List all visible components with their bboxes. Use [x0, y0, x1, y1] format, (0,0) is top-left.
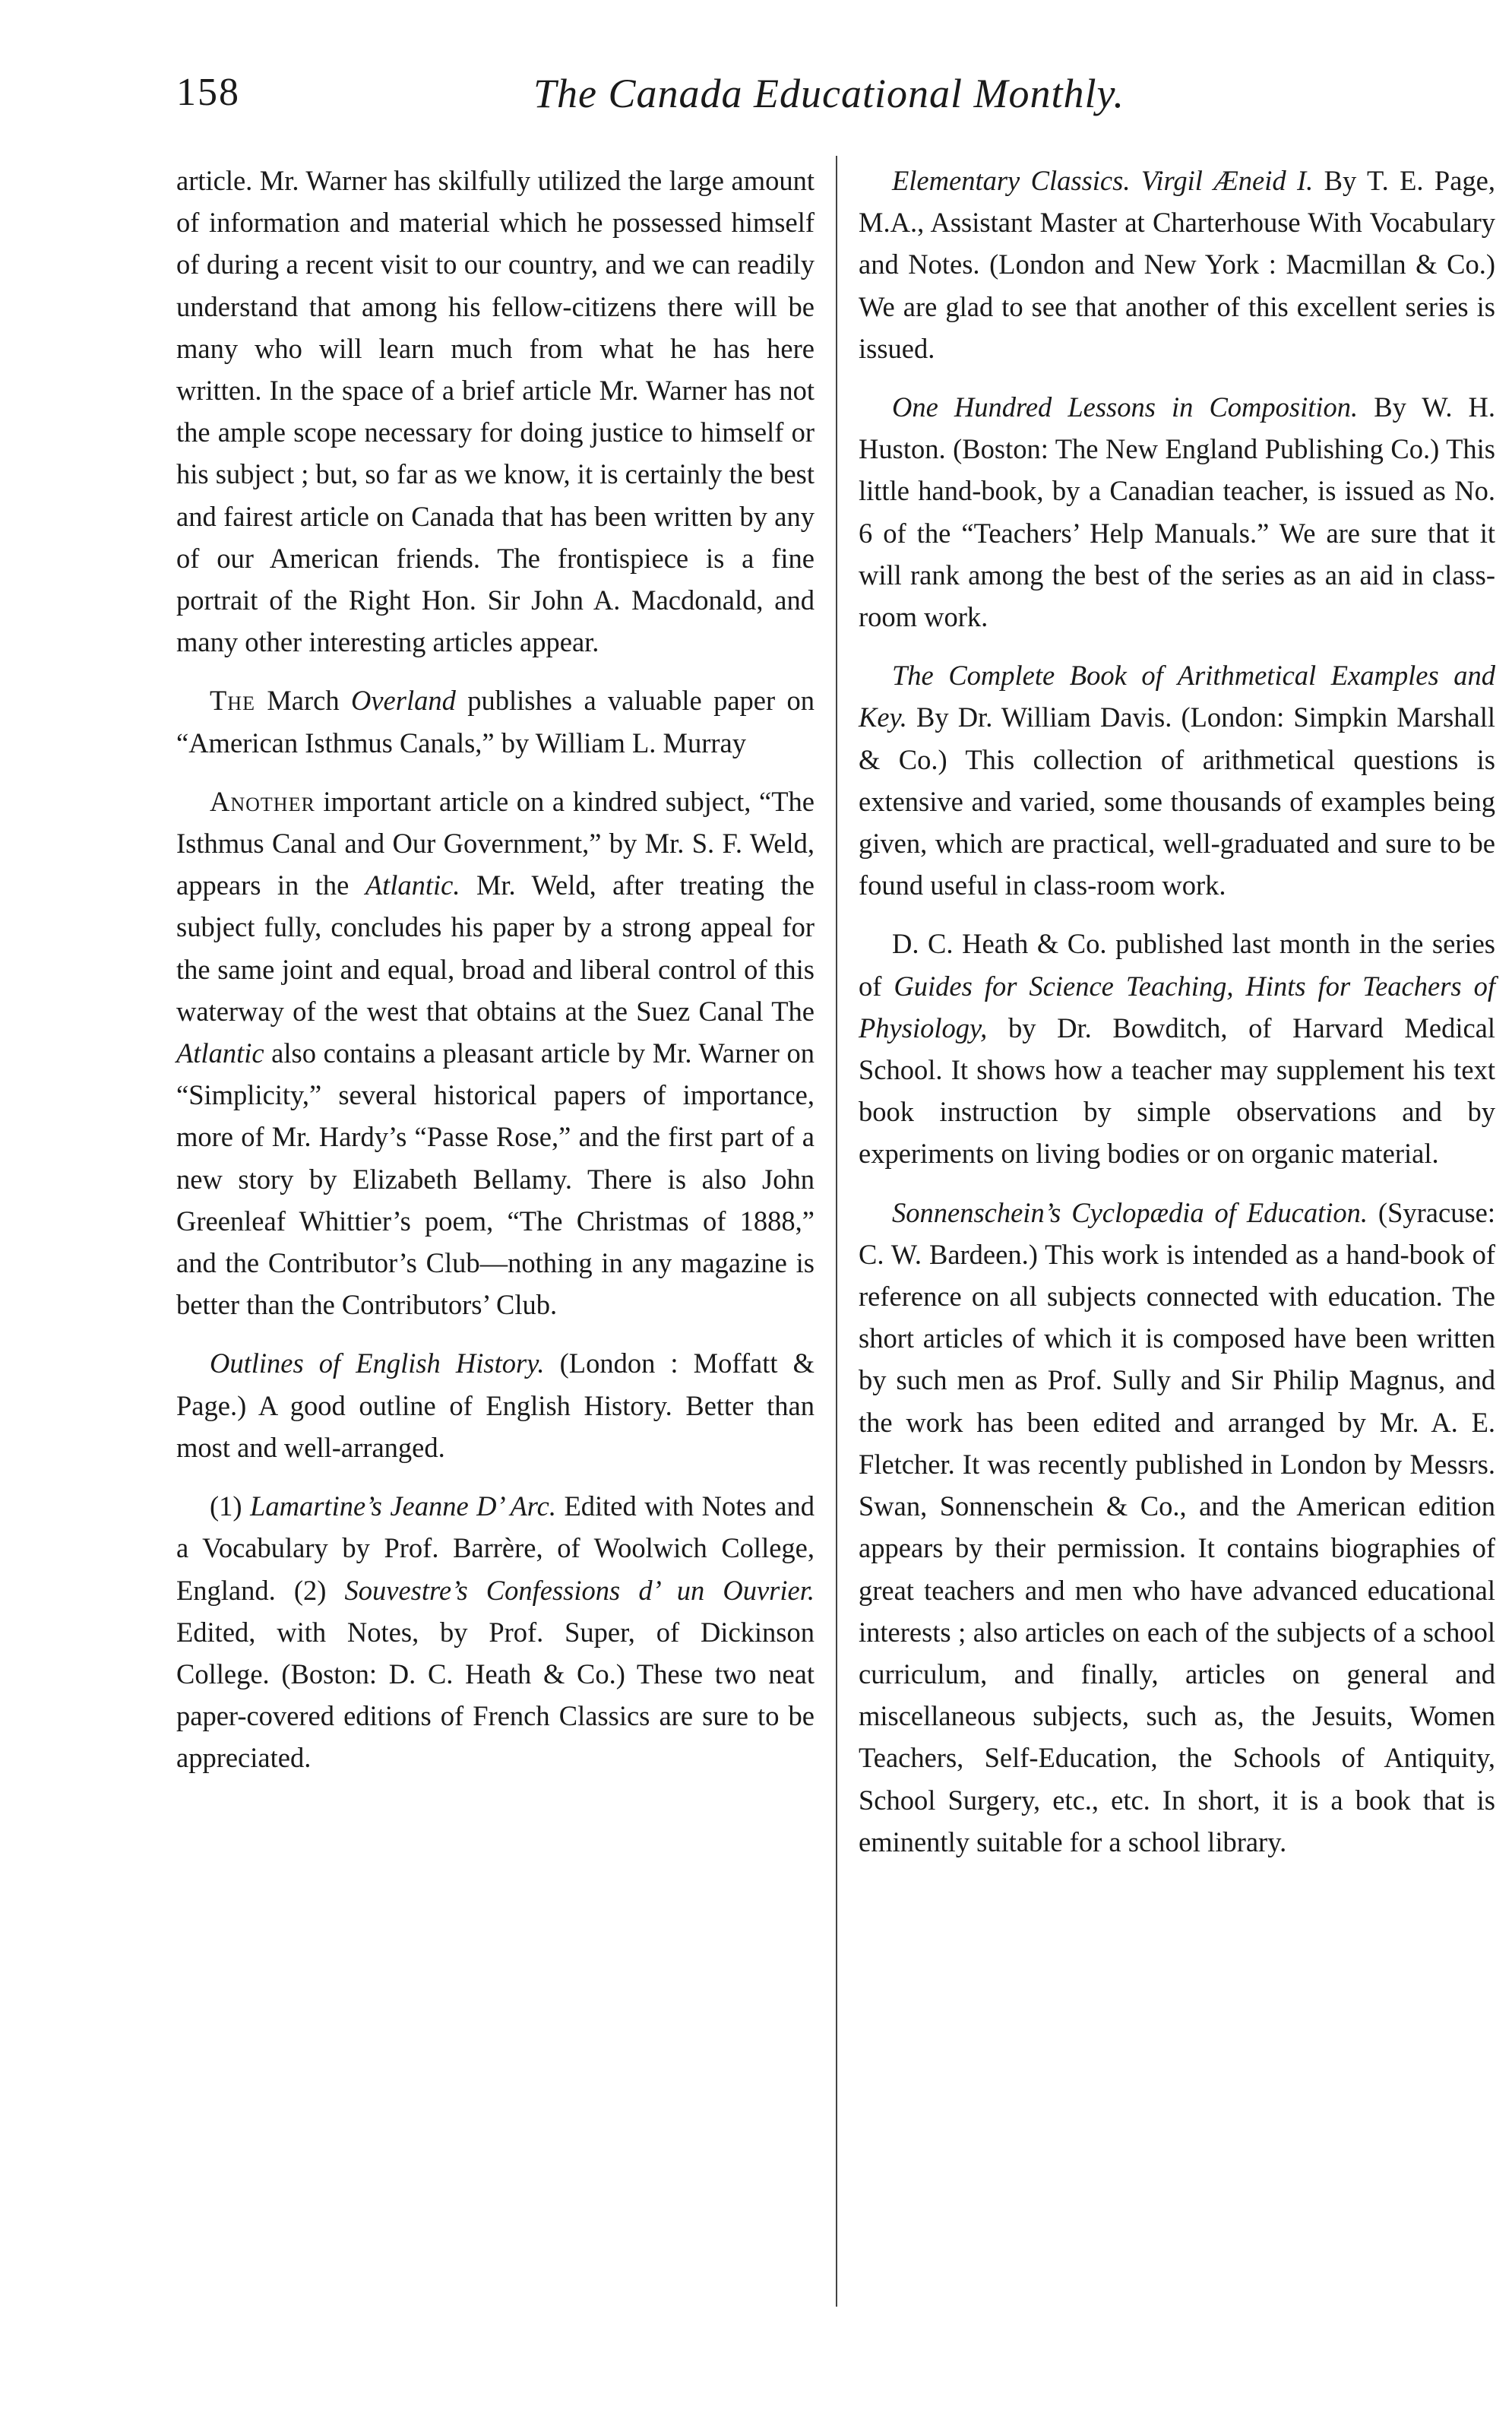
- journal-title: The Canada Educational Monthly.: [533, 71, 1125, 116]
- review-arithmetic: The Complete Book of Arithmetical Examples and Key. By Dr. William Davis. (London: Simpkin Marshall & Co.) This collection of arithmetical questions is extensive and varied, some thousands of examples being given, which are practical, well-graduated and sure to be found useful in class-room work.: [859, 660, 1495, 901]
- paragraph-overland: The March Overland publishes a valuable paper on “American Isthmus Canals,” by William L. Murray: [176, 685, 815, 758]
- page-number: 158: [176, 71, 240, 114]
- running-header: [176, 70, 1164, 131]
- right-column: [859, 160, 1495, 1880]
- paragraph-warner-article: article. Mr. Warner has skilfully utilized the large amount of information and material which he possessed himself of during a recent visit to our country, and we can readily understand that among his fellow-citizens there will be many who will learn much from what he has here written. In the space of a brief article Mr. Warner has not the ample scope necessary for doing justice to himself or his subject ; but, so far as we know, it is certainly the best and fairest article on Canada that has been written by any of our American friends. The frontispiece is a fine portrait of the Right Hon. Sir John A. Macdonald, and many other interesting articles appear.: [176, 165, 815, 658]
- review-french-classics: (1) Lamartine’s Jeanne D’ Arc. Edited with Notes and a Vocabulary by Prof. Barrère, of Woolwich College, England. (2) Souvestre’s Confessions d’ un Ouvrier. Edited, with Notes, by Prof. Super, of Dickinson College. (Boston: D. C. Heath & Co.) These two neat paper-covered editions of French Classics are sure to be appreciated.: [176, 1490, 815, 1774]
- paragraph-atlantic: Another important article on a kindred subject, “The Isthmus Canal and Our Government,” by Mr. S. F. Weld, appears in the Atlantic. Mr. Weld, after treating the subject fully, concludes his paper by a strong appeal for the same joint and equal, broad and liberal control of this waterway of the west that obtains at the Suez Canal The Atlantic also contains a pleasant article by Mr. Warner on “Simplicity,” several historical papers of importance, more of Mr. Hardy’s “Passe Rose,” and the first part of a new story by Elizabeth Bellamy. There is also John Greenleaf Whittier’s poem, “The Christmas of 1888,” and the Contributor’s Club—nothing in any magazine is better than the Contributors’ Club.: [176, 785, 815, 1321]
- review-cyclopaedia: Sonnenschein’s Cyclopædia of Education. (Syracuse: C. W. Bardeen.) This work is intended as a hand-book of reference on all subjects connected with education. The short articles of which it is composed have been written by such men as Prof. Sully and Sir Philip Magnus, and the work has been edited and arranged by Mr. A. E. Fletcher. It was recently published in London by Messrs. Swan, Sonnenschein & Co., and the American edition appears by their permission. It contains biographies of great teachers and men who have advanced educational interests ; also articles on each of the subjects of a school curriculum, and finally, articles on general and miscellaneous subjects, such as, the Jesuits, Women Teachers, Self-Education, the Schools of Antiquity, School Surgery, etc., etc. In short, it is a book that is eminently suitable for a school library.: [859, 1196, 1495, 1857]
- column-divider: [836, 156, 837, 2307]
- review-composition: One Hundred Lessons in Composition. By W. H. Huston. (Boston: The New England Publishing Co.) This little hand-book, by a Canadian teacher, is issued as No. 6 of the “Teachers’ Help Manuals.” We are sure that it will rank among the best of the series as an aid in class-room work.: [859, 391, 1495, 633]
- review-physiology: D. C. Heath & Co. published last month in the series of Guides for Science Teaching, Hints for Teachers of Physiology, by Dr. Bowditch, of Harvard Medical School. It shows how a teacher may supplement his text book instruction by simple observations and by experiments on living bodies or on organic material.: [859, 928, 1495, 1170]
- review-virgil: Elementary Classics. Virgil Æneid I. By T. E. Page, M.A., Assistant Master at Charterhouse With Vocabulary and Notes. (London and New York : Macmillan & Co.) We are glad to see that another of this excellent series is issued.: [859, 165, 1495, 364]
- left-column: [176, 160, 815, 1796]
- review-english-history: Outlines of English History. (London : Moffatt & Page.) A good outline of English History. Better than most and well-arranged.: [176, 1348, 815, 1463]
